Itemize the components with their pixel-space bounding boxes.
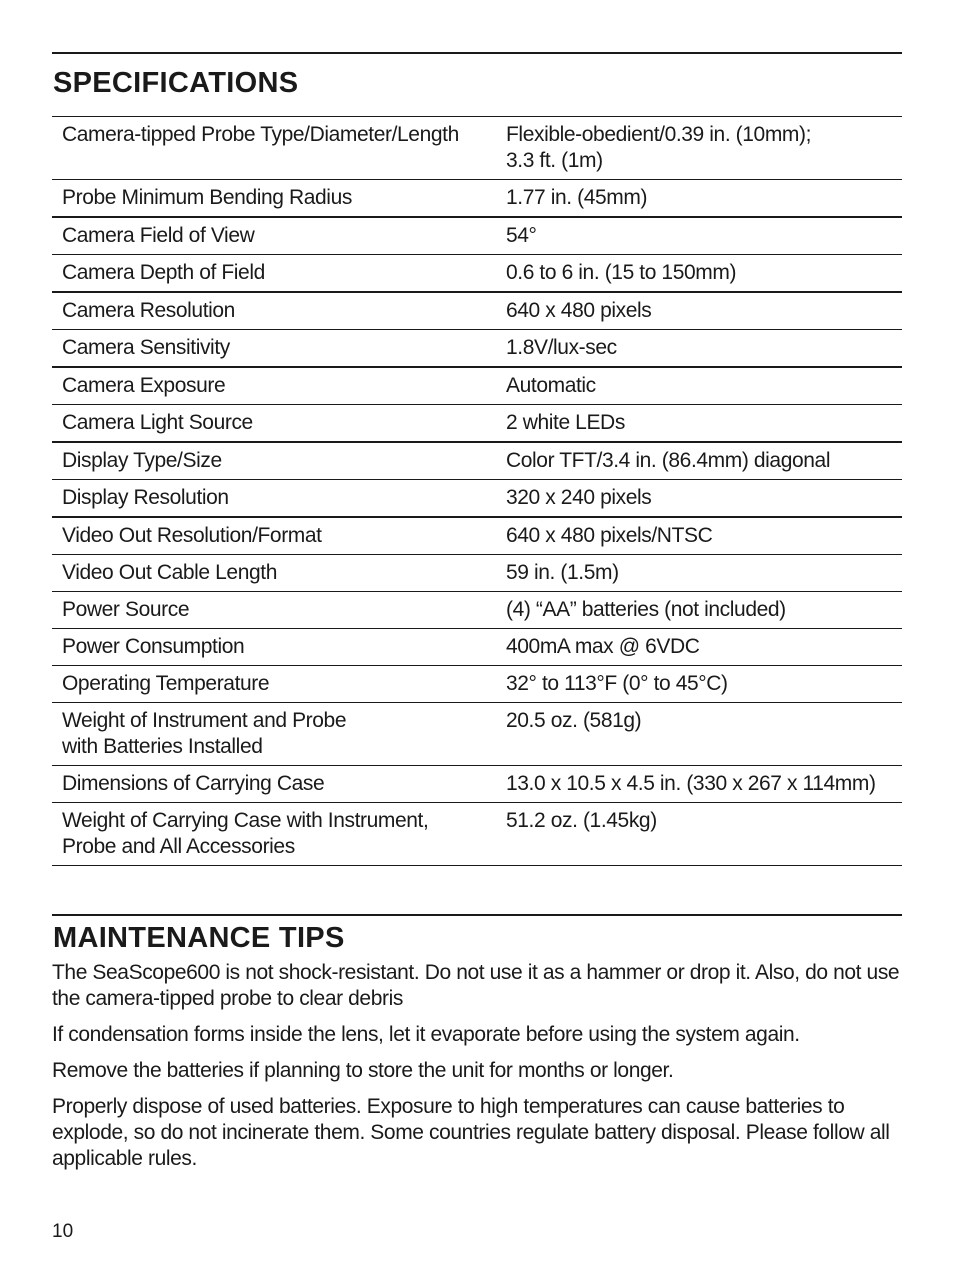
spec-value: 54° — [496, 217, 902, 255]
spec-value: 0.6 to 6 in. (15 to 150mm) — [496, 255, 902, 293]
spec-value: 320 x 240 pixels — [496, 480, 902, 518]
specifications-table — [52, 116, 902, 866]
spec-label: Dimensions of Carrying Case — [52, 766, 496, 803]
maintenance-tip: If condensation forms inside the lens, let it evaporate before using the system again. — [52, 1023, 800, 1046]
spec-label: Camera Sensitivity — [52, 330, 496, 368]
spec-value: Flexible-obedient/0.39 in. (10mm); 3.3 ft. (1m) — [496, 117, 902, 180]
spec-label: Camera Light Source — [52, 405, 496, 443]
spec-row — [52, 180, 902, 218]
maintenance-tip: Properly dispose of used batteries. Exposure to high temperatures can cause batteries to explode, so do not incinerate them. Some countries regulate battery disposal. Please follow all applicable rules. — [52, 1095, 890, 1170]
spec-row — [52, 330, 902, 368]
spec-value: 1.77 in. (45mm) — [496, 180, 902, 218]
spec-row — [52, 480, 902, 518]
spec-value: 640 x 480 pixels — [496, 292, 902, 330]
spec-value: 640 x 480 pixels/NTSC — [496, 517, 902, 555]
spec-value: 2 white LEDs — [496, 405, 902, 443]
spec-row — [52, 629, 902, 666]
spec-value: (4) “AA” batteries (not included) — [496, 592, 902, 629]
page-content — [52, 52, 902, 1182]
spec-value: Automatic — [496, 367, 902, 405]
spec-label: Operating Temperature — [52, 666, 496, 703]
spec-row — [52, 255, 902, 293]
spec-label: Probe Minimum Bending Radius — [52, 180, 496, 218]
spec-label: Power Source — [52, 592, 496, 629]
spec-label: Display Resolution — [52, 480, 496, 518]
spec-label: Camera Depth of Field — [52, 255, 496, 293]
page-number: 10 — [52, 1221, 74, 1242]
spec-value: 13.0 x 10.5 x 4.5 in. (330 x 267 x 114mm) — [496, 766, 902, 803]
spec-label: Camera-tipped Probe Type/Diameter/Length — [52, 117, 496, 180]
spec-row — [52, 766, 902, 803]
spec-row — [52, 292, 902, 330]
spec-value: 51.2 oz. (1.45kg) — [496, 803, 902, 866]
spec-row — [52, 405, 902, 443]
maintenance-section — [52, 914, 902, 1172]
spec-label: Camera Resolution — [52, 292, 496, 330]
spec-row — [52, 803, 902, 866]
specifications-heading: SPECIFICATIONS — [53, 67, 299, 99]
maintenance-tip: The SeaScope600 is not shock-resistant. Do not use it as a hammer or drop it. Also, do not use the camera-tipped probe to clear debris — [52, 961, 900, 1010]
spec-value: 20.5 oz. (581g) — [496, 703, 902, 766]
spec-row — [52, 367, 902, 405]
spec-value: 32° to 113°F (0° to 45°C) — [496, 666, 902, 703]
spec-label: Video Out Cable Length — [52, 555, 496, 592]
spec-label: Weight of Carrying Case with Instrument, Probe and All Accessories — [52, 803, 496, 866]
spec-row — [52, 117, 902, 180]
spec-value: 400mA max @ 6VDC — [496, 629, 902, 666]
maintenance-tip: Remove the batteries if planning to store the unit for months or longer. — [52, 1059, 674, 1082]
spec-label: Camera Field of View — [52, 217, 496, 255]
spec-row — [52, 592, 902, 629]
spec-value: 59 in. (1.5m) — [496, 555, 902, 592]
spec-label: Video Out Resolution/Format — [52, 517, 496, 555]
spec-row — [52, 442, 902, 480]
spec-row — [52, 666, 902, 703]
spec-row — [52, 217, 902, 255]
spec-value: 1.8V/lux-sec — [496, 330, 902, 368]
spec-label: Power Consumption — [52, 629, 496, 666]
maintenance-heading: MAINTENANCE TIPS — [53, 922, 345, 954]
spec-value: Color TFT/3.4 in. (86.4mm) diagonal — [496, 442, 902, 480]
spec-row — [52, 517, 902, 555]
spec-row — [52, 555, 902, 592]
spec-row — [52, 703, 902, 766]
spec-label: Camera Exposure — [52, 367, 496, 405]
spec-label: Display Type/Size — [52, 442, 496, 480]
spec-label: Weight of Instrument and Probe with Batteries Installed — [52, 703, 496, 766]
specifications-table-body — [52, 117, 902, 866]
maintenance-paragraphs — [52, 960, 902, 1172]
